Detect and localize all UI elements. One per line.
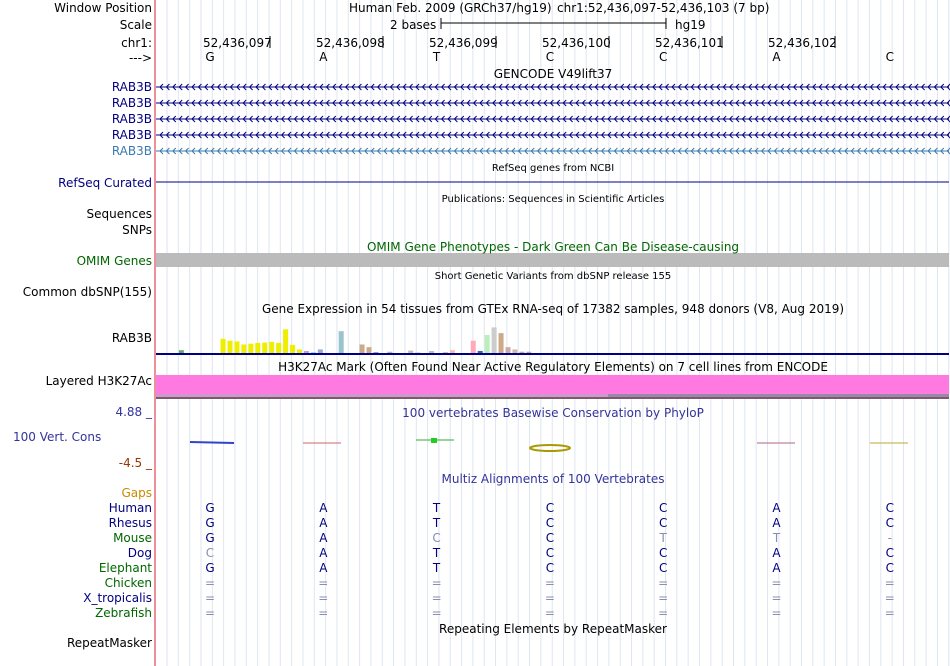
- alignment-base: =: [204, 606, 216, 620]
- species-label[interactable]: Rhesus: [108, 516, 152, 530]
- alignment-base: =: [658, 606, 669, 620]
- ruler-base[interactable]: C: [658, 50, 668, 64]
- ruler-coordinate: 52,436,097: [203, 36, 272, 50]
- species-label[interactable]: Elephant: [98, 561, 152, 575]
- alignment-base: C: [658, 561, 668, 575]
- window-position-label: Window Position: [54, 1, 152, 15]
- alignment-base: A: [772, 561, 781, 575]
- gene-label[interactable]: RAB3B: [111, 80, 152, 94]
- gtex-tissue-bar[interactable]: [492, 327, 497, 354]
- alignment-base: G: [205, 561, 215, 575]
- gene-label[interactable]: RAB3B: [111, 144, 152, 158]
- scale-label: Scale: [119, 18, 152, 32]
- gtex-tissue-bar[interactable]: [248, 344, 253, 354]
- position-text: chr1:52,436,097-52,436,103 (7 bp): [557, 1, 770, 15]
- alignment-base: T: [772, 531, 781, 545]
- alignment-base: C: [545, 546, 555, 560]
- alignment-base: T: [432, 516, 441, 530]
- phylop-mark[interactable]: [190, 442, 234, 443]
- publications-title: Publications: Sequences in Scientific Articles: [441, 194, 665, 205]
- repeatmasker-label[interactable]: RepeatMasker: [66, 636, 152, 650]
- multiz-title: Multiz Alignments of 100 Vertebrates: [441, 472, 665, 486]
- scale-text: 2 bases: [390, 18, 437, 32]
- gene-label[interactable]: RAB3B: [111, 96, 152, 110]
- gtex-tissue-bar[interactable]: [269, 342, 274, 354]
- alignment-base: =: [431, 591, 442, 605]
- alignment-base: G: [205, 516, 215, 530]
- db-text: hg19: [675, 18, 706, 32]
- gtex-tissue-bar[interactable]: [506, 347, 511, 354]
- alignment-base: C: [885, 501, 894, 515]
- alignment-base: =: [431, 576, 442, 590]
- gtex-tissue-bar[interactable]: [221, 339, 226, 354]
- refseq-label[interactable]: RefSeq Curated: [58, 176, 152, 190]
- species-label[interactable]: Human: [108, 501, 152, 515]
- ruler-base[interactable]: T: [432, 50, 441, 64]
- conservation-label[interactable]: 100 Vert. Cons: [13, 430, 102, 444]
- alignment-base: C: [658, 501, 668, 515]
- alignment-base: C: [545, 501, 555, 515]
- alignment-base: C: [658, 546, 668, 560]
- ruler-base[interactable]: A: [319, 50, 328, 64]
- alignment-base: =: [544, 576, 555, 590]
- alignment-base: =: [771, 591, 782, 605]
- alignment-base: T: [432, 501, 441, 515]
- snps-label[interactable]: SNPs: [122, 223, 152, 237]
- ruler-coordinate: 52,436,101: [655, 36, 724, 50]
- conservation-title: 100 vertebrates Basewise Conservation by PhyloP: [402, 406, 704, 420]
- h3k27ac-signal[interactable]: [156, 375, 949, 397]
- ruler-coordinate: 52,436,099: [429, 36, 498, 50]
- gtex-tissue-bar[interactable]: [234, 341, 239, 354]
- gtex-tissue-bar[interactable]: [339, 331, 344, 354]
- strand-arrow-label: --->: [128, 51, 152, 65]
- alignment-base: =: [318, 576, 329, 590]
- alignment-base: C: [885, 561, 894, 575]
- chr-label: chr1:: [121, 36, 152, 50]
- alignment-base: C: [885, 546, 894, 560]
- gtex-tissue-bar[interactable]: [276, 343, 281, 354]
- species-label[interactable]: Mouse: [113, 531, 152, 545]
- ruler-coordinate: 52,436,102: [768, 36, 837, 50]
- alignment-base: =: [204, 591, 216, 605]
- alignment-base: =: [771, 576, 782, 590]
- alignment-base: A: [319, 531, 328, 545]
- omim-title: OMIM Gene Phenotypes - Dark Green Can Be Disease-causing: [366, 240, 740, 254]
- ruler-base[interactable]: C: [885, 50, 894, 64]
- gtex-tissue-bar[interactable]: [290, 345, 295, 354]
- alignment-base: =: [318, 606, 329, 620]
- alignment-base: A: [319, 516, 328, 530]
- gtex-tissue-bar[interactable]: [360, 345, 365, 355]
- gencode-title: GENCODE V49lift37: [493, 67, 613, 81]
- gtex-tissue-bar[interactable]: [485, 335, 490, 354]
- alignment-base: G: [205, 501, 215, 515]
- gtex-tissue-bar[interactable]: [367, 347, 372, 354]
- sequences-label[interactable]: Sequences: [86, 207, 152, 221]
- species-label[interactable]: Dog: [127, 546, 152, 560]
- ruler-base[interactable]: G: [205, 50, 215, 64]
- alignment-base: C: [545, 561, 555, 575]
- gtex-title: Gene Expression in 54 tissues from GTEx RNA-seq of 17382 samples, 948 donors (V8, Aug 2019): [261, 302, 845, 316]
- omim-label[interactable]: OMIM Genes: [76, 254, 152, 268]
- gtex-tissue-bar[interactable]: [228, 341, 233, 354]
- repeatmasker-title: Repeating Elements by RepeatMasker: [439, 622, 667, 636]
- alignment-base: T: [659, 531, 667, 545]
- alignment-base: A: [772, 546, 781, 560]
- ruler-coordinate: 52,436,100: [542, 36, 611, 50]
- conservation-min-label: -4.5 _: [118, 456, 152, 470]
- alignment-base: =: [318, 591, 329, 605]
- alignment-base: A: [772, 501, 781, 515]
- h3k27ac-title: H3K27Ac Mark (Often Found Near Active Regulatory Elements) on 7 cell lines from ENCODE: [278, 360, 828, 374]
- species-label[interactable]: Zebrafish: [95, 606, 152, 620]
- alignment-base: A: [319, 561, 328, 575]
- alignment-base: =: [658, 591, 669, 605]
- h3k27ac-label[interactable]: Layered H3K27Ac: [45, 374, 152, 388]
- gene-label[interactable]: RAB3B: [111, 112, 152, 126]
- alignment-base: C: [545, 516, 555, 530]
- omim-gene-bar[interactable]: [156, 253, 949, 267]
- alignment-base: -: [887, 531, 892, 545]
- alignment-base: T: [432, 546, 441, 560]
- alignment-base: =: [544, 606, 555, 620]
- gtex-label[interactable]: RAB3B: [111, 331, 152, 345]
- alignment-base: =: [884, 606, 895, 620]
- gene-label[interactable]: RAB3B: [111, 128, 152, 142]
- alignment-base: A: [319, 501, 328, 515]
- gtex-tissue-bar[interactable]: [262, 343, 267, 354]
- alignment-base: =: [544, 591, 555, 605]
- ruler-coordinate: 52,436,098: [316, 36, 385, 50]
- conservation-max-label: 4.88 _: [115, 405, 152, 419]
- alignment-base: T: [432, 561, 441, 575]
- dbsnp-title: Short Genetic Variants from dbSNP release 155: [434, 271, 672, 282]
- assembly-title: Human Feb. 2009 (GRCh37/hg19): [349, 1, 552, 15]
- alignment-base: A: [319, 546, 328, 560]
- gtex-tissue-bar[interactable]: [471, 341, 476, 354]
- alignment-base: C: [658, 516, 668, 530]
- refseq-title: RefSeq genes from NCBI: [491, 163, 615, 174]
- alignment-base: =: [204, 576, 216, 590]
- gaps-label[interactable]: Gaps: [121, 486, 152, 500]
- alignment-base: G: [205, 531, 215, 545]
- alignment-base: =: [884, 576, 895, 590]
- alignment-base: C: [432, 531, 441, 545]
- alignment-base: C: [205, 546, 215, 560]
- alignment-base: =: [771, 606, 782, 620]
- alignment-base: C: [885, 516, 894, 530]
- gtex-tissue-bar[interactable]: [241, 345, 246, 355]
- alignment-base: C: [545, 531, 555, 545]
- alignment-base: =: [658, 576, 669, 590]
- dbsnp-label[interactable]: Common dbSNP(155): [22, 285, 152, 299]
- gtex-tissue-bar[interactable]: [255, 343, 260, 354]
- alignment-base: A: [772, 516, 781, 530]
- phylop-peak[interactable]: [431, 438, 437, 443]
- alignment-base: =: [431, 606, 442, 620]
- gtex-tissue-bar[interactable]: [499, 333, 504, 354]
- ruler-base[interactable]: C: [545, 50, 555, 64]
- species-label[interactable]: X_tropicalis: [83, 591, 152, 605]
- alignment-base: =: [884, 591, 895, 605]
- ruler-base[interactable]: A: [772, 50, 781, 64]
- gtex-tissue-bar[interactable]: [283, 329, 288, 354]
- species-label[interactable]: Chicken: [104, 576, 152, 590]
